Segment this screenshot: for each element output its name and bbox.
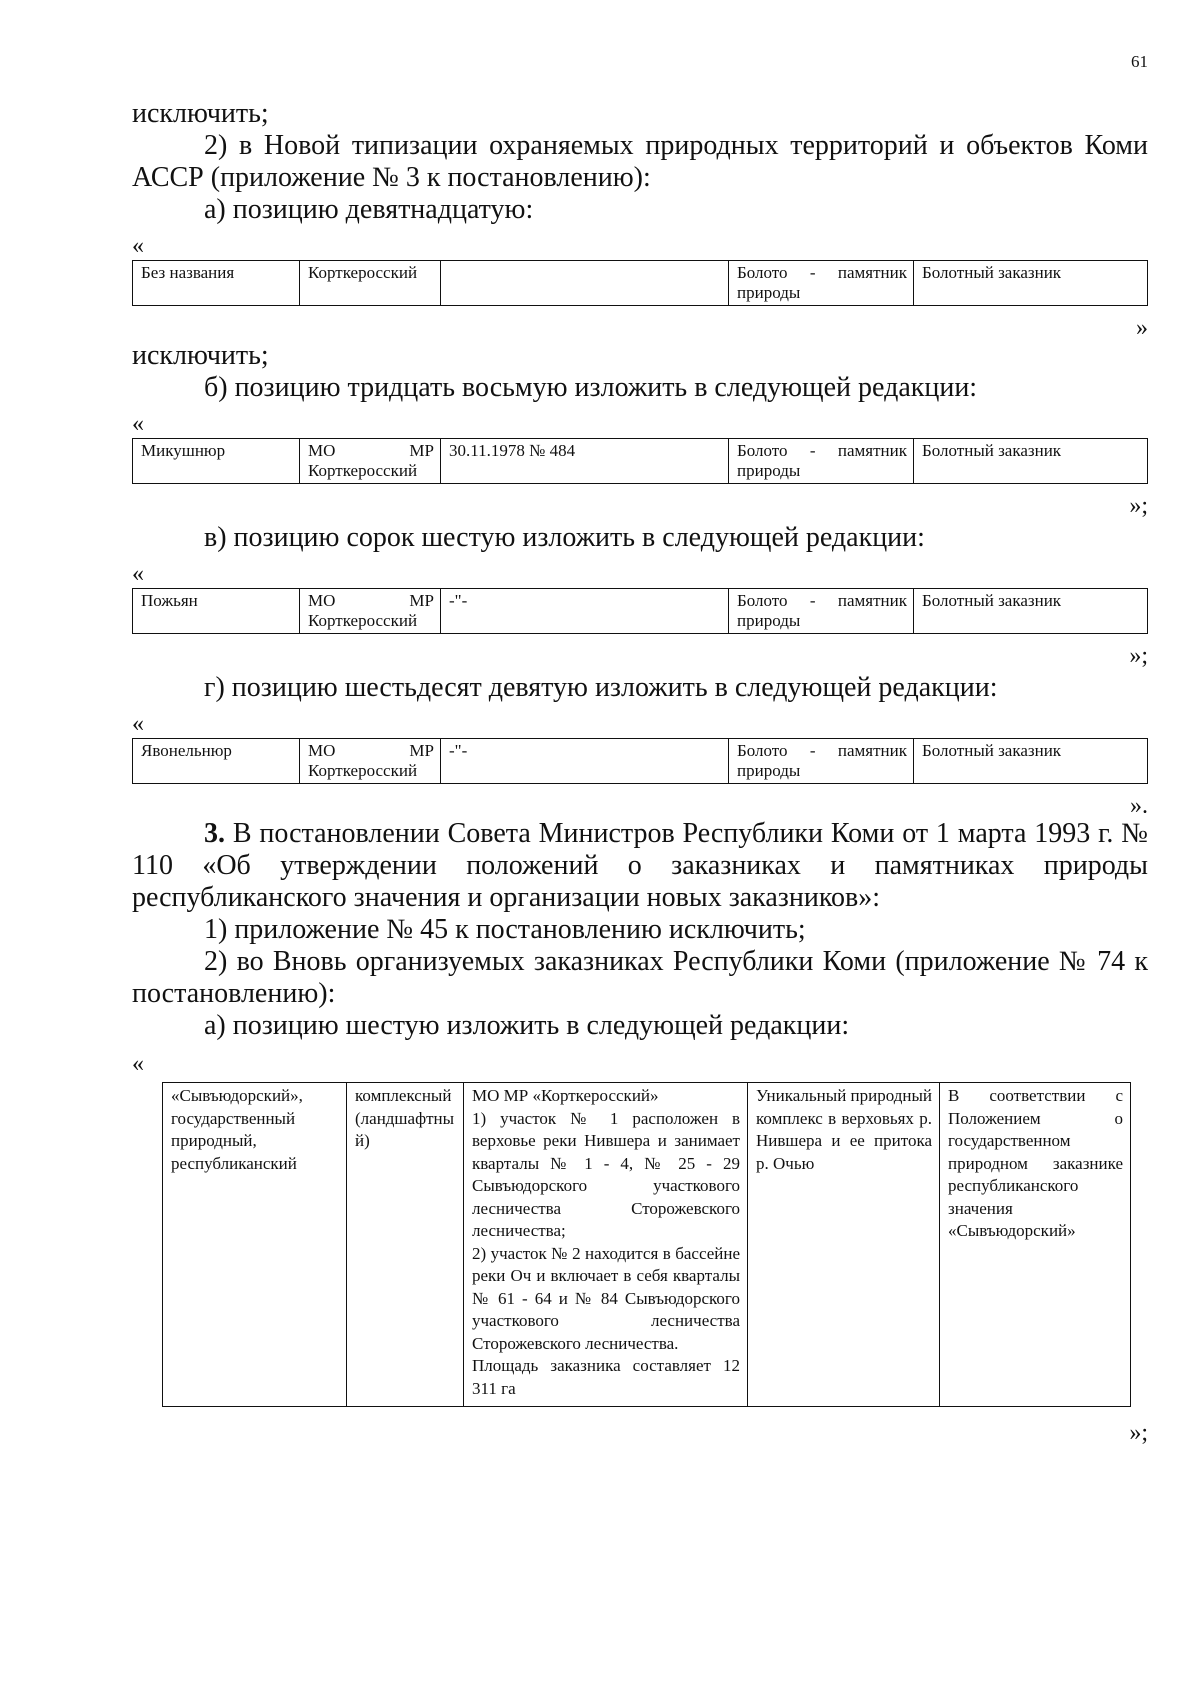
cell-decree: [441, 261, 729, 306]
table-zakaznik-6: [162, 1082, 1131, 1407]
cell-category: Болотный заказник: [914, 589, 1148, 634]
cell-district: Корткеросский: [300, 261, 441, 306]
sub-a-paragraph: а) позицию девятнадцатую:: [204, 194, 534, 225]
section-3-text: В постановлении Совета Министров Республики Коми от 1 марта 1993 г. № 110 «Об утверждении положений о заказниках и памятниках природы республиканского значения и организации новых заказников»:: [132, 818, 1149, 913]
cell-category: Болотный заказник: [914, 261, 1148, 306]
cell-zakaznik-profile: комплексный (ландшафтный): [347, 1083, 464, 1407]
item-2-paragraph: 2) в Новой типизации охраняемых природных территорий и объектов Коми АССР (приложение № 3 к постановлению):: [132, 130, 1148, 193]
section-3-paragraph: [132, 818, 1148, 914]
cell-decree: -"-: [441, 739, 729, 784]
section-3-sub-a: а) позицию шестую изложить в следующей редакции:: [204, 1010, 850, 1041]
quote-close-g: ».: [1130, 793, 1148, 819]
cell-decree: -"-: [441, 589, 729, 634]
cell-name: Явонельнюр: [133, 739, 300, 784]
table-position-46: [132, 588, 1148, 634]
cell-type: Болото - памятник природы: [729, 739, 914, 784]
table-position-19: [132, 260, 1148, 306]
quote-open-b: «: [132, 411, 144, 437]
cell-district: МО МР Корткеросский: [300, 589, 441, 634]
cell-category: Болотный заказник: [914, 439, 1148, 484]
cell-category: Болотный заказник: [914, 739, 1148, 784]
table-row: [133, 261, 1148, 306]
location-area: Площадь заказника составляет 12 311 га: [472, 1356, 740, 1398]
table-row: [133, 439, 1148, 484]
cell-zakaznik-regime: В соответствии с Положением о государственном природном заказнике республиканского значения «Сывъюдорский»: [940, 1083, 1131, 1407]
sub-b-paragraph: б) позицию тридцать восьмую изложить в следующей редакции:: [204, 372, 978, 403]
sub-g-paragraph: г) позицию шестьдесят девятую изложить в следующей редакции:: [204, 672, 998, 703]
cell-name: Без названия: [133, 261, 300, 306]
quote-open-v: «: [132, 561, 144, 587]
section-3-item-2: 2) во Вновь организуемых заказниках Республики Коми (приложение № 74 к постановлению):: [132, 946, 1148, 1009]
cell-zakaznik-location: [464, 1083, 748, 1407]
quote-close-v: »;: [1129, 643, 1148, 669]
quote-close-big: »;: [1129, 1420, 1148, 1446]
cell-name: Пожьян: [133, 589, 300, 634]
table-row: [133, 589, 1148, 634]
location-part-1: 1) участок № 1 расположен в верховье реки Нившера и занимает кварталы № 1 - 4, № 25 - 29 Сывъюдорского участкового лесничества Сторожевского лесничества;: [472, 1108, 740, 1240]
quote-open-big: «: [132, 1051, 144, 1077]
cell-type: Болото - памятник природы: [729, 261, 914, 306]
section-3-number: 3.: [204, 818, 225, 849]
cell-decree: 30.11.1978 № 484: [441, 439, 729, 484]
cell-type: Болото - памятник природы: [729, 589, 914, 634]
table-position-38: [132, 438, 1148, 484]
sub-v-paragraph: в) позицию сорок шестую изложить в следующей редакции:: [204, 522, 925, 553]
section-3-item-1: 1) приложение № 45 к постановлению исключить;: [204, 914, 806, 945]
cell-district: МО МР Корткеросский: [300, 439, 441, 484]
cell-zakaznik-significance: Уникальный природный комплекс в верховьях р. Нившера и ее притока р. Очью: [748, 1083, 940, 1407]
page-number: 61: [1131, 52, 1148, 71]
cell-zakaznik-name: «Сывъюдорский», государственный природный, республиканский: [163, 1083, 347, 1407]
quote-open-g: «: [132, 711, 144, 737]
location-part-2: 2) участок № 2 находится в бассейне реки Оч и включает в себя кварталы № 61 - 64 и № 84 Сывъюдорского участкового лесничества Сторожевского лесничества.: [472, 1243, 740, 1353]
quote-close-a: »: [1136, 315, 1148, 341]
location-head: МО МР «Корткеросский»: [472, 1086, 659, 1105]
table-position-69: [132, 738, 1148, 784]
quote-open-a: «: [132, 233, 144, 259]
cell-type: Болото - памятник природы: [729, 439, 914, 484]
cell-district: МО МР Корткеросский: [300, 739, 441, 784]
exclude-line: исключить;: [132, 340, 269, 371]
table-row: [133, 739, 1148, 784]
cell-name: Микушнюр: [133, 439, 300, 484]
table-row: [163, 1083, 1131, 1407]
quote-close-b: »;: [1129, 493, 1148, 519]
intro-line: исключить;: [132, 98, 269, 129]
